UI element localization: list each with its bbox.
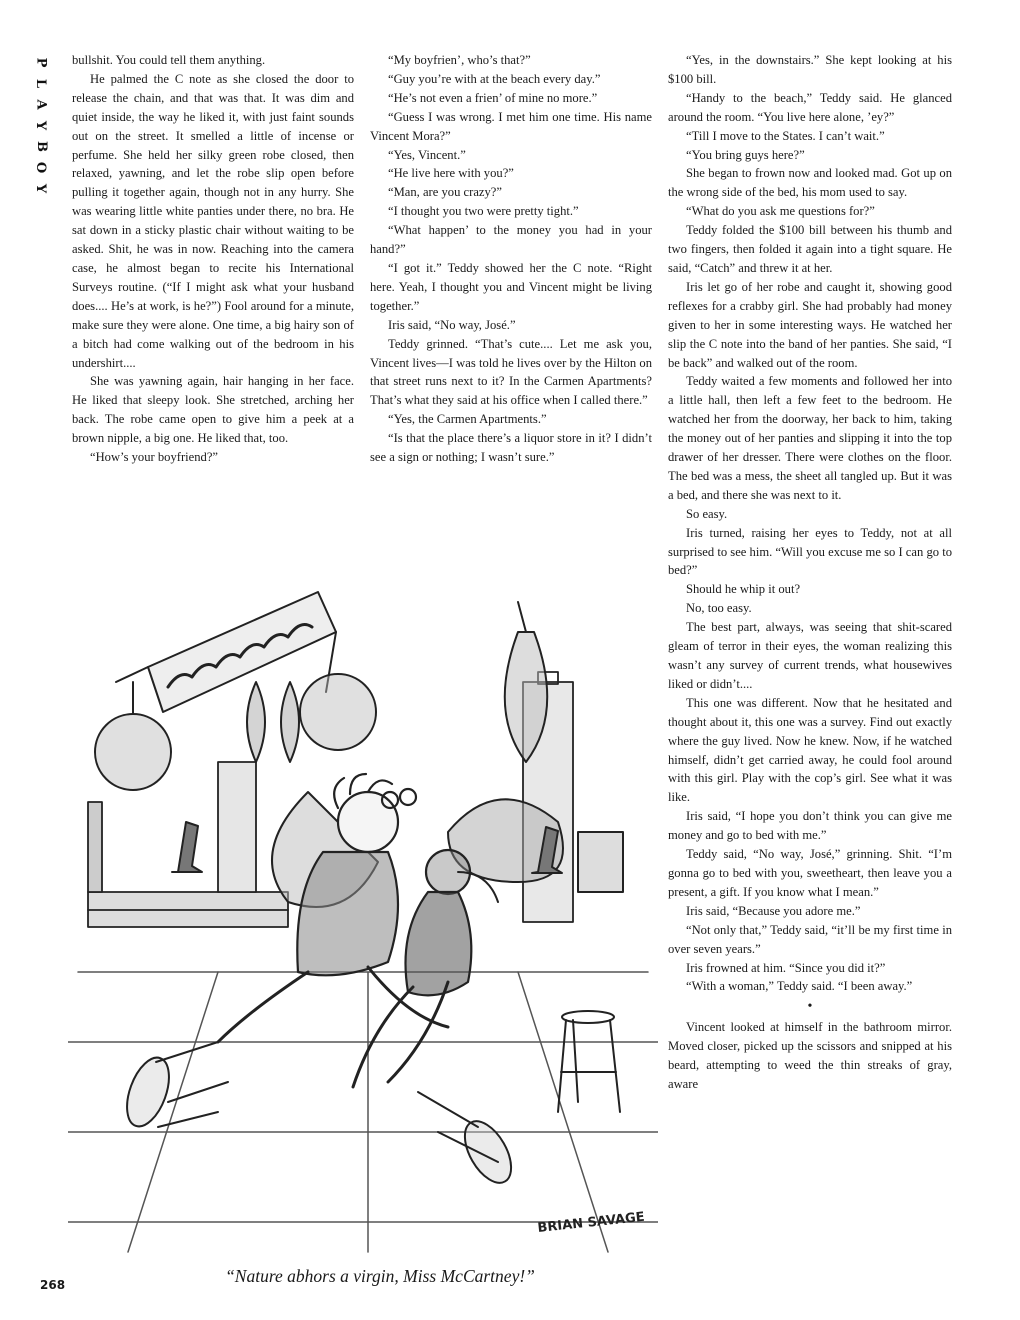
paragraph: “My boyfrien’, who’s that?” xyxy=(388,53,531,67)
paragraph: Teddy said, “No way, José,” grinning. Shit. “I’m gonna go to bed with you, sweetheart, then leave you a present, a gift. If you know what I mean.” xyxy=(668,847,952,899)
paragraph: The best part, always, was seeing that shit-scared gleam of terror in their eyes, the woman realizing this wasn’t any survey of current trends, what housewives liked or didn’t.... xyxy=(668,620,952,691)
distillation-coil xyxy=(116,592,336,712)
paragraph: Should he whip it out? xyxy=(686,582,801,597)
lab-stool xyxy=(558,1011,620,1112)
paragraph: “How’s your boyfriend?” xyxy=(90,450,218,465)
paragraph: She was yawning again, hair hanging in her face. He liked that sleepy look. She stretched, arching her back. The robe came open to give him a peek at a brown nipple, a big one. He liked that, too. xyxy=(72,374,354,446)
paragraph: “He live here with you?” xyxy=(388,166,514,181)
paragraph: Iris said, “No way, José.” xyxy=(388,317,516,332)
paragraph: “Yes, Vincent.” xyxy=(388,147,466,162)
paragraph: “I thought you two were pretty tight.” xyxy=(388,204,579,219)
paragraph: So easy. xyxy=(686,506,728,521)
paragraph: Teddy grinned. “That’s cute.... Let me ask you, Vincent lives—I was told he lives over by the Hilton on that street runs next to it? In the Carmen Apartments? That’s what they said at his office when I called there.” xyxy=(370,336,652,408)
paragraph: “What do you ask me questions for?” xyxy=(686,204,875,219)
cartoon-illustration xyxy=(68,572,658,1257)
paragraph: Vincent looked at himself in the bathroom mirror. Moved closer, picked up the scissors and snipped at his beard, attempting to weed the thin streaks of gray, aware xyxy=(668,1020,952,1092)
text-column-1 xyxy=(72,51,354,467)
masthead-letter: Y xyxy=(33,183,49,194)
paragraph: “With a woman,” Teddy said. “I been away.” xyxy=(686,979,913,994)
paragraph: “Guess I was wrong. I met him one time. His name Vincent Mora?” xyxy=(370,109,652,143)
paragraph: “I got it.” Teddy showed her the C note. “Right here. Yeah, I thought you and Vincent might be living together.” xyxy=(370,260,652,313)
page-number: 268 xyxy=(40,1278,66,1292)
masthead-letter: Y xyxy=(33,120,49,131)
paragraph: He palmed the C note as she closed the door to release the chain, and that was that. It was dim and quiet inside, the way he liked it, with just faint sounds out on the street. It smelled a little of incense or perfume. She held her silky green robe closed, then relaxed, yawning, and let the robe slip open before pulling it together again, though not in any hurry. She was wearing little white panties under there, no bra. He sat down in a sticky plastic chair without waiting to be asked. Shit, he was in now. Reaching into the camera case, he almost began to recite his International Surveys routine. (“If I might ask what your husband does.... He’s at work, is he?”) Fool around for a minute, make sure they were alone. One time, a big hairy son of a bitch had come walking out of the bedroom in his undershirt.... xyxy=(72,71,354,370)
paragraph: “Yes, the Carmen Apartments.” xyxy=(388,412,547,427)
paragraph: This one was different. Now that he hesitated and thought about it, this one was a survey. Find out exactly where the guy lived. Now he knew. Now, if he watched himself, didn’t get carried away, he could fool around with this girl. Play with the cop’s girl. See what it was like. xyxy=(668,695,952,805)
artist-signature: BRIAN SAVAGE xyxy=(536,1209,646,1236)
masthead-letter: O xyxy=(33,161,49,174)
paragraph: “Guy you’re with at the beach every day.” xyxy=(388,71,601,86)
paragraph: Iris let go of her robe and caught it, showing good reflexes for a crabby girl. She had probably had money given to her in some interesting ways. He watched her slip the C note into the band of her panties. She said, “I be back” and walked out of the room. xyxy=(668,279,952,370)
magazine-masthead xyxy=(30,52,52,199)
cartoon-caption: “Nature abhors a virgin, Miss McCartney!” xyxy=(225,1266,535,1286)
masthead-letter: B xyxy=(33,141,49,152)
tipped-stools xyxy=(119,1042,521,1190)
paragraph: “He’s not even a frien’ of mine no more.” xyxy=(388,90,598,105)
section-break-bullet: • xyxy=(807,999,813,1015)
paragraph: Iris turned, raising her eyes to Teddy, not at all surprised to see him. “Will you excuse me so I can go to bed?” xyxy=(668,525,952,578)
paragraph: “Yes, in the downstairs.” She kept looking at his $100 bill. xyxy=(668,53,952,86)
paragraph: “Man, are you crazy?” xyxy=(388,185,502,200)
masthead-letter: L xyxy=(33,78,49,89)
paragraph: “Till I move to the States. I can’t wait.” xyxy=(686,128,885,143)
paragraph: “Handy to the beach,” Teddy said. He glanced around the room. “You live here alone, ’ey?” xyxy=(668,90,952,124)
paragraph: “Not only that,” Teddy said, “it’ll be my first time in over seven years.” xyxy=(668,922,952,956)
masthead-letter: A xyxy=(33,99,49,110)
text-column-3 xyxy=(668,51,952,1094)
paragraph: Teddy waited a few moments and followed her into a little hall, then left a few feet to the bedroom. He watched her from the doorway, her back to him, taking the money out of her panties and slipping it into the top drawer of her dresser. There were clothes on the floor. The bed was a mess, the sheet all tangled up. But it was a bed, and there she was next to it. xyxy=(668,374,952,502)
paragraph: She began to frown now and looked mad. Got up on the wrong side of the bed, his mom used to say. xyxy=(668,166,952,200)
masthead-letter: P xyxy=(33,57,49,68)
paragraph: bullshit. You could tell them anything. xyxy=(72,53,266,67)
text-column-2 xyxy=(370,51,652,467)
paragraph: No, too easy. xyxy=(686,601,752,616)
paragraph: Iris said, “Because you adore me.” xyxy=(686,903,861,918)
paragraph: “You bring guys here?” xyxy=(686,147,805,162)
paragraph: “Is that the place there’s a liquor store in it? I didn’t see a sign or nothing; I wasn’t sure.” xyxy=(370,431,652,465)
paragraph: Iris said, “I hope you don’t think you can give me money and go to bed with me.” xyxy=(668,809,952,843)
paragraph: Teddy folded the $100 bill between his thumb and two fingers, then folded it again into a tight square. He said, “Catch” and threw it at her. xyxy=(668,223,952,275)
paragraph: Iris frowned at him. “Since you did it?” xyxy=(686,960,886,975)
paragraph: “What happen’ to the money you had in your hand?” xyxy=(370,223,652,257)
